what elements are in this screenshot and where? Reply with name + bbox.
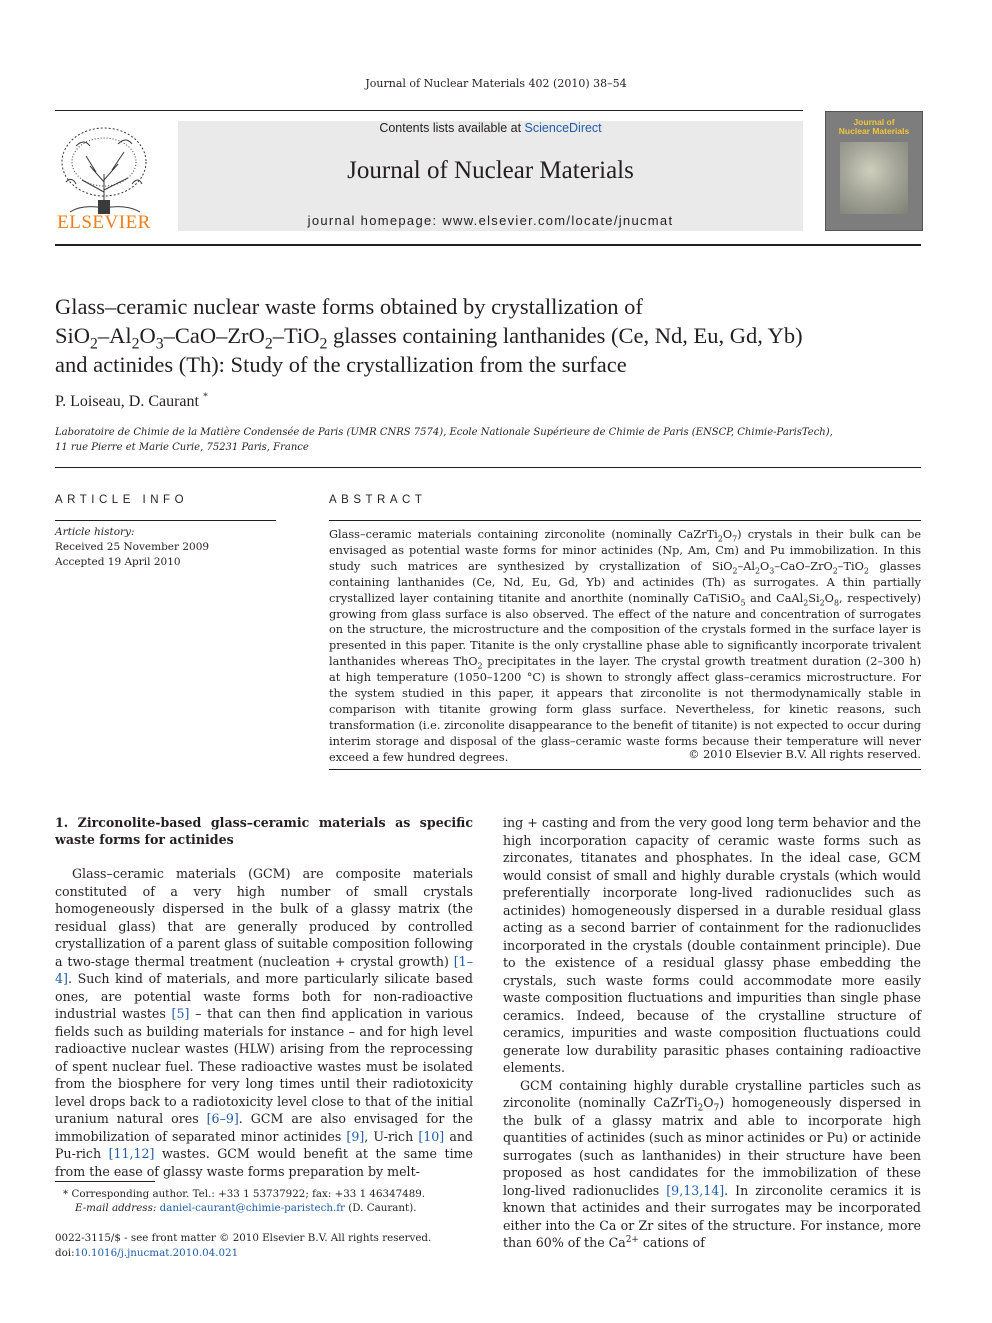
doi-link[interactable]: 10.1016/j.jnucmat.2010.04.021 xyxy=(74,1247,239,1259)
section-1-title: 1. Zirconolite-based glass–ceramic materials as specific waste forms for actinides xyxy=(55,815,473,847)
abstract-text: Glass–ceramic materials containing zirconolite (nominally $CaZrTi_2O_7$) crystals in their bulk can be envisaged as potential waste forms for minor actinides (Np, Am, Cm) and Pu immobilization. In this study such matrices are synthesized by crystallization of $SiO_2-Al_2O_3-CaO-ZrO_2-TiO_2$ glasses containing lanthanides (Ce, Nd, Eu, Gd, Yb) and actinides (Th) as surrogates. A thin partially crystallized layer containing titanite and anorthite (nominally CaTiSiO$_5$ and $CaAl_2Si_2O_8$, respectively) growing from glass surface is also observed. The effect of the nature and concentration of surrogates on the structure, the microstructure and the composition of the crystals formed in the surface layer is presented in this paper. Titanite is the only crystalline phase able to significantly incorporate trivalent lanthanides whereas ThO$_2$ precipitates in the layer. The crystal growth treatment duration (2–300 h) at high temperature (1050–1200 °C) is shown to strongly affect glass–ceramics microstructure. For the system studied in this paper, it appears that zirconolite is not thermodynamically stable in comparison with titanite growing form glass surface. Nevertheless, for kinetic reasons, such transformation (i.e. zirconolite disappearance to the benefit of titanite) is not expected to occur during interim storage and disposal of the glass–ceramic waste forms because their temperature will never exceed a few hundred degrees. xyxy=(329,528,922,764)
journal-cover[interactable] xyxy=(825,111,923,231)
abstract-rule xyxy=(329,520,921,521)
abstract-heading: ABSTRACT xyxy=(329,494,427,506)
journal-banner xyxy=(178,121,803,231)
cover-image xyxy=(840,142,908,214)
reference-link[interactable]: [5] xyxy=(171,1006,190,1021)
reference-link[interactable]: [6–9] xyxy=(206,1111,239,1126)
article-info-heading: ARTICLE INFO xyxy=(55,494,189,506)
doi-line: doi:10.1016/j.jnucmat.2010.04.021 xyxy=(55,1247,239,1259)
reference-link[interactable]: [11,12] xyxy=(108,1146,155,1161)
reference-link[interactable]: [9] xyxy=(346,1128,365,1144)
title-rule xyxy=(55,244,921,246)
article-title xyxy=(55,292,921,379)
body-column-right xyxy=(503,814,921,1252)
received-date: Received 25 November 2009 xyxy=(55,541,210,553)
article-info-rule xyxy=(55,520,276,521)
reference-link[interactable]: [9,13,14] xyxy=(666,1182,725,1198)
sciencedirect-link[interactable]: ScienceDirect xyxy=(524,121,602,135)
info-rule xyxy=(55,467,921,468)
author-list xyxy=(55,393,208,411)
footnote-rule xyxy=(55,1181,155,1182)
elsevier-wordmark: ELSEVIER xyxy=(57,212,151,233)
journal-name: Journal of Nuclear Materials xyxy=(347,157,634,184)
paragraph: ing + casting and from the very good long term behavior and the high incorporation capacity of ceramic waste forms such as zirconates, titanates and phosphates. In the ideal case, GCM would consist of small and highly durable crystals (which would preferentially incorporate long-lived radionuclides such as actinides) homogeneously dispersed in a durable residual glass acting as a second barrier of containment for the radionuclides incorporated in the crystals (double containment principle). Due to the existence of a residual glassy phase embedding the crystals, such waste forms could accommodate more easily waste composition fluctuations and impurities than single phase ceramics. Indeed, because of the crystalline structure of ceramics, impurities and waste composition fluctuations could generate low durability parasitic phases containing radioactive elements. xyxy=(503,815,921,1075)
paragraph: Glass–ceramic materials (GCM) are composite materials constituted of a very high number of small crystals homogeneously dispersed in the bulk of a glassy matrix (the residual glass) that are generally produced by controlled crystallization of a parent glass of suitable composition following a two-stage thermal treatment (nucleation + crystal growth) [1–4]. Such kind of materials, and more particularly silicate based ones, are potential waste forms both for non-radioactive industrial wastes [5] – that can then find application in various fields such as building materials for instance – and for high level radioactive nuclear wastes (HLW) arising from the reprocessing of spent nuclear fuel. These radioactive wastes must be isolated from the biosphere for very long times until their radiotoxicity level drops back to a radiotoxicity level close to that of the initial uranium natural ores [6–9]. GCM are also envisaged for the immobilization of separated minor actinides [9], U-rich [10] and Pu-rich [11,12] wastes. GCM would benefit at the same time from the ease of glassy waste forms preparation by melt- xyxy=(55,866,473,1179)
article-history xyxy=(55,525,209,570)
accepted-date: Accepted 19 April 2010 xyxy=(55,556,181,568)
history-label: Article history: xyxy=(55,526,135,538)
corresponding-mark[interactable]: * xyxy=(202,391,208,403)
contents-prefix: Contents lists available at xyxy=(379,121,525,135)
issn-line: 0022-3115/$ - see front matter © 2010 Elsevier B.V. All rights reserved. xyxy=(55,1232,432,1244)
title-line-3: and actinides (Th): Study of the crystallization from the surface xyxy=(55,352,627,377)
title-line-1: Glass–ceramic nuclear waste forms obtained by crystallization of xyxy=(55,294,643,319)
authors[interactable]: P. Loiseau, D. Caurant xyxy=(55,393,199,410)
elsevier-logo[interactable] xyxy=(52,122,156,234)
copyright: © 2010 Elsevier B.V. All rights reserved. xyxy=(688,748,921,761)
journal-citation: Journal of Nuclear Materials 402 (2010) 38–54 xyxy=(365,77,627,90)
corresponding-note: * Corresponding author. Tel.: +33 1 53737922; fax: +33 1 46347489. xyxy=(63,1188,426,1200)
cover-title: Journal of Nuclear Materials xyxy=(838,117,910,136)
affiliation: Laboratoire de Chimie de la Matière Condensée de Paris (UMR CNRS 7574), Ecole Nationale Supérieure de Chimie de Paris (ENSCP, Chimie-ParisTech), 11 rue Pierre et Marie Curie, 75231 Paris, France xyxy=(55,427,833,453)
reference-link[interactable]: [1–4] xyxy=(55,953,473,986)
journal-homepage[interactable]: journal homepage: www.elsevier.com/locate/jnucmat xyxy=(307,213,674,228)
reference-link[interactable]: [10] xyxy=(418,1128,445,1144)
body-column-left xyxy=(55,814,473,1180)
contents-line xyxy=(178,121,803,135)
abstract-bottom-rule xyxy=(329,769,921,770)
header-rule xyxy=(55,110,803,111)
paragraph: GCM containing highly durable crystalline particles such as zirconolite (nominally $CaZrTi_2O_7$) homogeneously dispersed in the bulk of a glassy matrix and able to incorporate high quantities of actinides (such as minor actinides or Pu) or actinide surrogates (such as lanthanides) in their structure have been proposed as host candidates for the immobilization of these long-lived radionuclides [9,13,14]. In zirconolite ceramics it is known that actinides and their surrogates may be incorporated either into the Ca or Zr sites of the structure. For instance, more than 60% of the $Ca^{2+}$ cations of xyxy=(503,1077,922,1250)
email-link[interactable]: daniel-caurant@chimie-paristech.fr xyxy=(159,1202,345,1214)
page-footer xyxy=(55,1231,473,1261)
title-line-2: $SiO_2-Al_2O_3-CaO-ZrO_2-TiO_2$ glasses containing lanthanides (Ce, Nd, Eu, Gd, Yb) xyxy=(55,323,803,353)
footnote xyxy=(55,1187,473,1215)
email-note: E-mail address: daniel-caurant@chimie-paristech.fr (D. Caurant). xyxy=(75,1202,417,1214)
